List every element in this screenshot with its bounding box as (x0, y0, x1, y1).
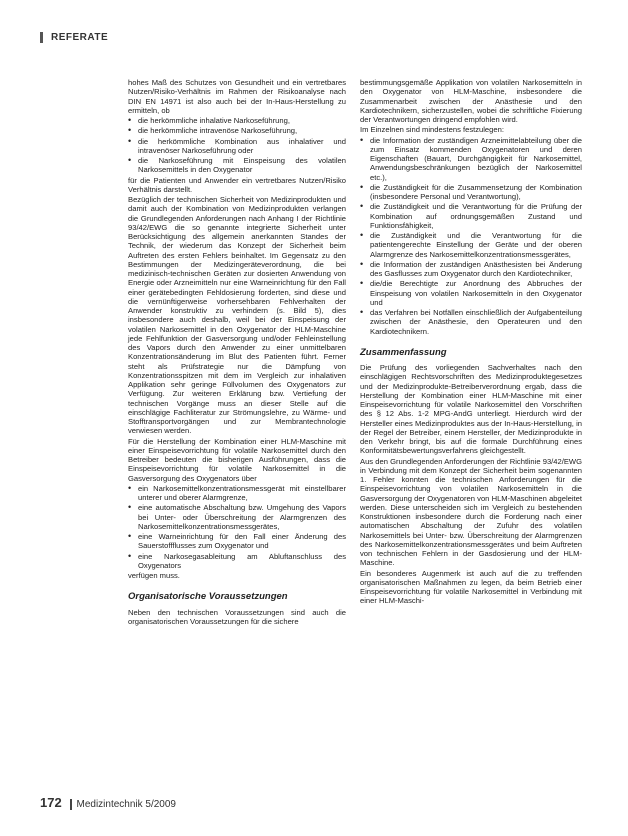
paragraph: Bezüglich der technischen Sicherheit von Medizinprodukten und damit auch der Kombination von Medizinprodukten verlangen die Grundlegenden Anforderungen nach Anhang I der Richtlinie 93/42/EWG die so genannte integrierte Sicherheit unter Berücksichtigung des allgemein anerkannten Standes der Technik, der wiederum das Konzept der Sicherheit beim Auftreten des ersten Fehlers beinhaltet. Im Gegensatz zu den Bestimmungen der Medizingeräteverordnung, die bei medizinisch-technischen Geräten zur dosierten Anwendung von Energie oder Arzneimitteln nur eine Warneinrichtung für den Fall einer gerätebedingten Fehldosierung forderten, sind diese und die vernünftigerweise vorhersehbaren Fehlverhalten der Anwender konstruktiv zu verhindern (s. Bild 5), dies insbesondere auch deshalb, weil bei der Einspeisung der volatilen Narkosemittel in den Oxygenator der HLM-Maschine jede Fehlfunktion der Gasversorgung und/oder Fehleinstellung des Vapors durch den Anwender zu einer unmittelbaren Konzentrationsänderung im Blut des Patienten führt. Ferner steht als Prüfstrategie nur die Dämpfung von Konzentrationsspitzen mit dem im Vergleich zur inhalativen Applikation sehr geringe Füllvolumen des Oxygenators zur Verfügung. Zur weiteren Erklärung bzw. Vertiefung der technischen Vorgänge muss an dieser Stelle auf die einschlägige Fachliteratur zur Strömungslehre, zu Wärme- und Stofftransportvorgängen und zur Membrantechnologie verwiesen werden. (128, 195, 346, 436)
paragraph: hohes Maß des Schutzes von Gesundheit und ein vertretbares Nutzen/Risiko-Verhältnis im Rahmen der Risikoanalyse nach DIN EN 14971 ist also auch bei der In-Haus-Herstellung zu ermitteln, ob (128, 78, 346, 115)
section-heading: Organisatorische Voraussetzungen (128, 591, 288, 603)
list-item: • die herkömmliche inhalative Narkoseführung, (128, 116, 346, 125)
left-column (128, 78, 346, 627)
bullet-list (128, 116, 346, 175)
list-item: • die herkömmliche intravenöse Narkoseführung, (128, 126, 346, 135)
list-item: • die Narkoseführung mit Einspeisung des volatilen Narkosemittels in den Oxygenator (128, 156, 346, 175)
list-item: • eine Warneinrichtung für den Fall einer Änderung des Sauerstoffflusses zum Oxygenator und (128, 532, 346, 551)
paragraph: Die Prüfung des vorliegenden Sachverhaltes nach den einschlägigen Rechtsvorschriften des Medizinproduktegesetzes und der Medizinprodukte-Betreiberverordnung ergab, dass die Herstellung der Kombination einer HLM-Maschine mit einer Einspeisevorrichtung für volatile Narkosemittel den Vorschriften des § 12 Abs. 1-2 MPG-AndG unterliegt. Hierdurch wird der Hersteller eines Medizinproduktes aus der In-Haus-Herstellung, in der Regel der Betreiber, einem Hersteller, der Medizinprodukte in den Verkehr bringt, bis auf die formale Durchführung eines Konformitätsbewertungsverfahrens gleichgestellt. (360, 363, 582, 456)
list-item: • die Information der zuständigen Anästhesisten bei Änderung des Gasflusses zum Oxygenator durch den Kardiotechniker, (360, 260, 582, 279)
list-item: • die/die Berechtigte zur Anordnung des Abbruches der Einspeisung von volatilen Narkosemitteln in den Oxygenator und (360, 279, 582, 307)
list-item: • ein Narkosemittelkonzentrationsmessgerät mit einstellbarer unterer und oberer Alarmgrenze, (128, 484, 346, 503)
paragraph: für die Patienten und Anwender ein vertretbares Nutzen/Risiko Verhältnis darstellt. (128, 175, 346, 194)
paragraph: verfügen muss. (128, 571, 180, 580)
paragraph: bestimmungsgemäße Applikation von volatilen Narkosemitteln in den Oxygenator von HLM-Maschine, insbesondere die Zusammenarbeit zwischen der Anästhesie und den Kardiotechnikern, sicherzustellen, wobei die schriftliche Fixierung der Verantwortungen dringend empfohlen wird. (360, 78, 582, 124)
list-item: • die Zuständigkeit für die Zusammensetzung der Kombination (insbesondere Personal und Verantwortung), (360, 183, 582, 202)
page-footer (40, 795, 176, 810)
page-number: 172 (40, 795, 62, 810)
bullet-list (128, 484, 346, 570)
list-item: • die herkömmliche Kombination aus inhalativer und intravenöser Narkoseführung oder (128, 137, 346, 156)
paragraph: Ein besonderes Augenmerk ist auch auf die zu treffenden organisatorischen Maßnahmen zu legen, da beim Betrieb einer Einspeisevorrichtung für volatile Narkosemittel in Verbindung mit einer HLM-Maschi- (360, 568, 582, 606)
list-item: • eine automatische Abschaltung bzw. Umgehung des Vapors bei Unter- oder Überschreitung der Alarmgrenzen des Narkosemittelkonzentrationsmessgerätes, (128, 503, 346, 531)
paragraph: Neben den technischen Voraussetzungen sind auch die organisatorischen Voraussetzungen für die sichere (128, 607, 346, 626)
list-item: • das Verfahren bei Notfällen einschließlich der Aufgabenteilung zwischen der Anästhesie, den Operateuren und den Kardiotechnikern. (360, 308, 582, 336)
section-heading: Zusammenfassung (360, 346, 447, 358)
section-tag: REFERATE (40, 32, 108, 43)
list-item: • die Zuständigkeit und die Verantwortung für die patientengerechte Einstellung der Geräte und der oberen Alarmgrenze des Narkosemittelkonzentrationsmessgerätes, (360, 231, 582, 259)
list-item: • die Information der zuständigen Arzneimittelabteilung über die zum Einsatz kommenden Oxygenatoren und deren Eigenschaften (Bauart, Durchgängigkeit für Narkosemittel, Anwendungsbeschränkungen bezüglich der Narkosemittel etc.), (360, 136, 582, 182)
list-item: • eine Narkosegasableitung am Abluftanschluss des Oxygenators (128, 552, 346, 571)
bullet-list (360, 136, 582, 336)
journal-name: Medizintechnik 5/2009 (70, 799, 176, 810)
paragraph: Für die Herstellung der Kombination einer HLM-Maschine mit einer Einspeisevorrichtung für volatile Narkosemittel durch den Betreiber bedeuten die bisherigen Ausführungen, dass die Einspeisevorrichtung für volatile Narkosemittel in die Gasversorgung des Oxygenators über (128, 436, 346, 483)
paragraph: Im Einzelnen sind mindestens festzulegen: (360, 125, 504, 135)
paragraph: Aus den Grundlegenden Anforderungen der Richtlinie 93/42/EWG in Verbindung mit dem Konzept der Sicherheit beim sogenannten 1. Fehler konnten die technischen Anforderungen für die Einspeisevorrichtung von volatilen Narkosemitteln in die Gasversorgung der Oxygenatoren von HLM-Maschinen abgeleitet werden. Diese unterscheiden sich im Vergleich zu bestehenden Konstruktionen insbesondere durch die Forderung nach einer automatischen Abschaltung der Zufuhr des volatilen Narkosemittels bei Unter- bzw. Überschreitung der Alarmgrenzen des Narkosemittelkonzentrationsmessgerätes und beim Auftreten von technischen Fehlern in der Gasdosierung und der HLM-Maschine. (360, 456, 582, 568)
right-column (360, 78, 582, 607)
list-item: • die Zuständigkeit und die Verantwortung für die Prüfung der Kombination auf ordnungsgemäßen Zustand und Funktionsfähigkeit, (360, 202, 582, 230)
